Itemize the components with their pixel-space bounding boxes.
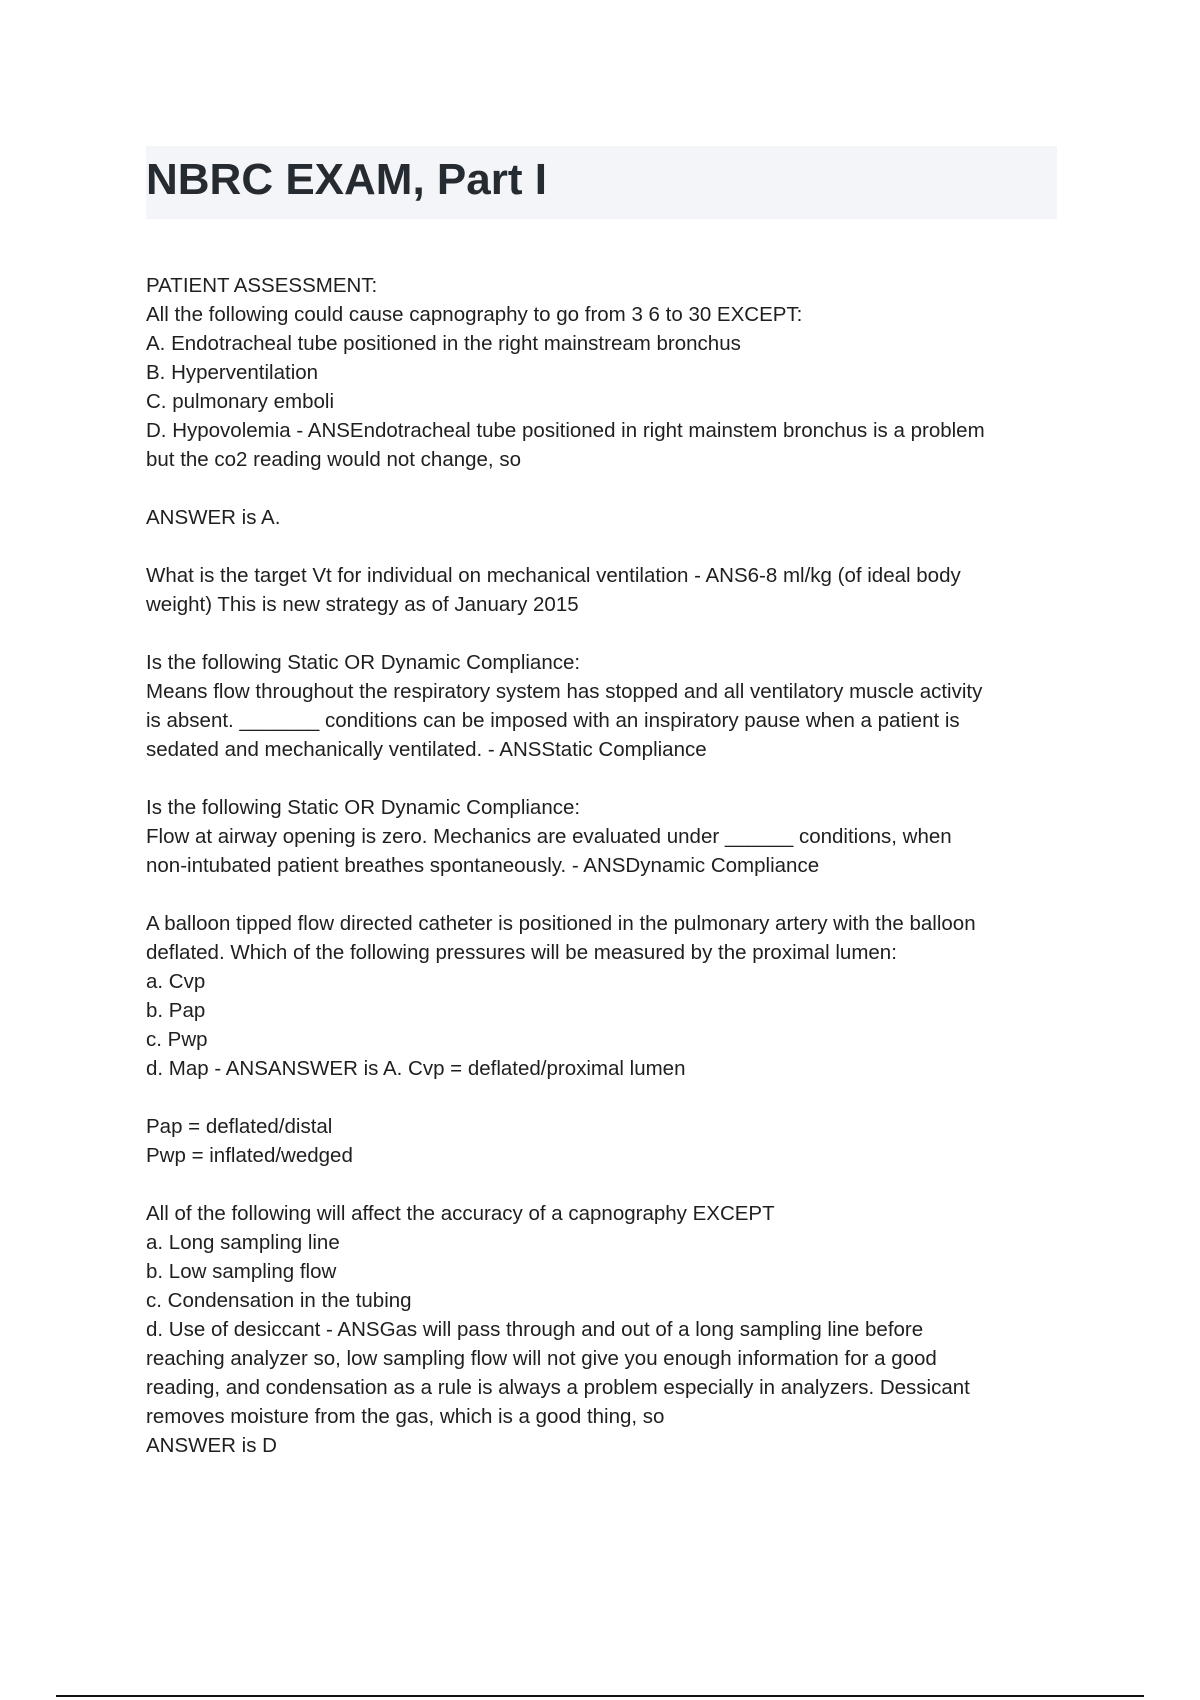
- text-line: B. Hyperventilation: [146, 361, 319, 384]
- text-line: Flow at airway opening is zero. Mechanics are evaluated under ______ conditions, when: [146, 825, 952, 848]
- text-line: reaching analyzer so, low sampling flow will not give you enough information for a good: [146, 1347, 937, 1370]
- text-line: a. Cvp: [146, 970, 206, 993]
- title-banner: [146, 146, 1057, 219]
- text-block: [146, 503, 1066, 532]
- text-block: [146, 1199, 1066, 1460]
- text-line: Is the following Static OR Dynamic Compliance:: [146, 651, 581, 674]
- text-line: d. Use of desiccant - ANSGas will pass through and out of a long sampling line before: [146, 1318, 924, 1341]
- text-line: non-intubated patient breathes spontaneously. - ANSDynamic Compliance: [146, 854, 820, 877]
- text-line: b. Low sampling flow: [146, 1260, 337, 1283]
- document-body: [146, 271, 1066, 1489]
- text-line: ANSWER is A.: [146, 506, 281, 529]
- text-line: A. Endotracheal tube positioned in the right mainstream bronchus: [146, 332, 741, 355]
- text-line: D. Hypovolemia - ANSEndotracheal tube positioned in right mainstem bronchus is a problem: [146, 419, 985, 442]
- text-line: ANSWER is D: [146, 1434, 277, 1457]
- text-block: [146, 1112, 1066, 1170]
- text-line: A balloon tipped flow directed catheter is positioned in the pulmonary artery with the balloon: [146, 912, 976, 935]
- text-line: sedated and mechanically ventilated. - ANSStatic Compliance: [146, 738, 707, 761]
- text-line: reading, and condensation as a rule is always a problem especially in analyzers. Dessicant: [146, 1376, 970, 1399]
- text-line: weight) This is new strategy as of January 2015: [146, 593, 579, 616]
- text-block: [146, 793, 1066, 880]
- page-title: NBRC EXAM, Part I: [146, 155, 547, 204]
- footer-divider: [56, 1695, 1144, 1697]
- text-block: [146, 561, 1066, 619]
- text-line: b. Pap: [146, 999, 206, 1022]
- text-line: What is the target Vt for individual on mechanical ventilation - ANS6-8 ml/kg (of ideal body: [146, 564, 961, 587]
- text-block: [146, 648, 1066, 764]
- text-line: a. Long sampling line: [146, 1231, 340, 1254]
- text-line: Pwp = inflated/wedged: [146, 1144, 353, 1167]
- text-line: c. Condensation in the tubing: [146, 1289, 412, 1312]
- text-block: [146, 909, 1066, 1083]
- text-line: Is the following Static OR Dynamic Compliance:: [146, 796, 581, 819]
- text-line: Means flow throughout the respiratory system has stopped and all ventilatory muscle activity: [146, 680, 983, 703]
- text-line: but the co2 reading would not change, so: [146, 448, 521, 471]
- text-block: [146, 271, 1066, 474]
- text-line: Pap = deflated/distal: [146, 1115, 333, 1138]
- text-line: removes moisture from the gas, which is a good thing, so: [146, 1405, 665, 1428]
- text-line: All the following could cause capnography to go from 3 6 to 30 EXCEPT:: [146, 303, 803, 326]
- text-line: PATIENT ASSESSMENT:: [146, 274, 378, 297]
- text-line: d. Map - ANSANSWER is A. Cvp = deflated/proximal lumen: [146, 1057, 686, 1080]
- text-line: is absent. _______ conditions can be imposed with an inspiratory pause when a patient is: [146, 709, 960, 732]
- text-line: All of the following will affect the accuracy of a capnography EXCEPT: [146, 1202, 775, 1225]
- text-line: C. pulmonary emboli: [146, 390, 334, 413]
- text-line: c. Pwp: [146, 1028, 208, 1051]
- text-line: deflated. Which of the following pressures will be measured by the proximal lumen:: [146, 941, 897, 964]
